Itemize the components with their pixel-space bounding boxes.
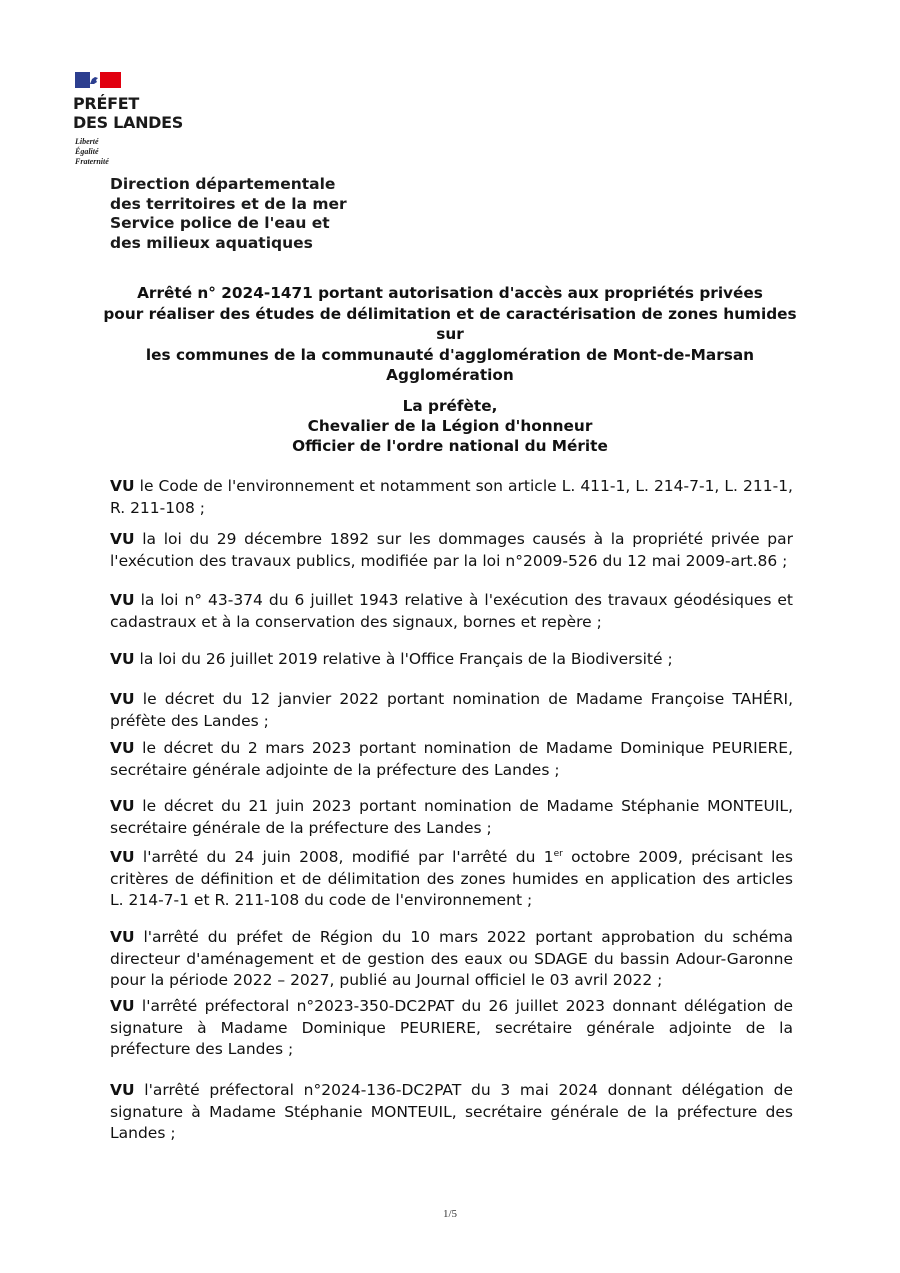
title-line: Agglomération bbox=[386, 366, 514, 384]
prefecture-name-line2: DES LANDES bbox=[73, 113, 184, 132]
vu-keyword: VU bbox=[110, 739, 135, 757]
issuing-service bbox=[110, 175, 347, 253]
decree-title bbox=[100, 283, 800, 386]
consideration-text: l'arrêté du préfet de Région du 10 mars 2022 portant approbation du schéma directeur d'aménagement et de gestion des eaux ou SDAGE du bassin Adour-Garonne pour la période 2022 – 2027, publié au Journal officiel le 03 avril 2022 ; bbox=[110, 928, 793, 989]
vu-keyword: VU bbox=[110, 477, 135, 495]
consideration-text: l'arrêté préfectoral n°2024-136-DC2PAT du 3 mai 2024 donnant délégation de signature à Madame Stéphanie MONTEUIL, secrétaire générale de la préfecture des Landes ; bbox=[110, 1081, 793, 1142]
title-line: les communes de la communauté d'agglomération de Mont-de-Marsan bbox=[145, 345, 755, 364]
consideration-item bbox=[110, 529, 793, 572]
service-line: des territoires et de la mer bbox=[110, 194, 347, 213]
consideration-text: l'arrêté du 24 juin 2008, modifié par l'arrêté du 1 bbox=[134, 848, 554, 866]
consideration-item bbox=[110, 847, 793, 912]
prefecture-name-line1: PRÉFET bbox=[73, 94, 139, 113]
consideration-text: la loi n° 43-374 du 6 juillet 1943 relative à l'exécution des travaux géodésiques et cadastraux et à la conservation des signaux, bornes et repère ; bbox=[110, 591, 793, 631]
republic-motto bbox=[75, 137, 109, 167]
consideration-item bbox=[110, 927, 793, 992]
marianne-logo bbox=[75, 72, 121, 88]
consideration-text: octobre 2009, précisant les critères de définition et de délimitation des zones humides en application des articles L. 214-7-1 et R. 211-108 du code de l'environnement ; bbox=[110, 848, 794, 909]
consideration-text: le décret du 21 juin 2023 portant nomination de Madame Stéphanie MONTEUIL, secrétaire générale de la préfecture des Landes ; bbox=[110, 797, 793, 837]
consideration-text: la loi du 26 juillet 2019 relative à l'Office Français de la Biodiversité ; bbox=[134, 650, 673, 668]
consideration-item bbox=[110, 738, 793, 781]
consideration-item bbox=[110, 476, 793, 519]
vu-keyword: VU bbox=[110, 1081, 135, 1099]
consideration-item bbox=[110, 1080, 793, 1145]
consideration-item bbox=[110, 796, 793, 839]
service-line: des milieux aquatiques bbox=[110, 233, 313, 252]
vu-keyword: VU bbox=[110, 650, 135, 668]
consideration-item bbox=[110, 649, 793, 671]
title-line: Arrêté n° 2024-1471 portant autorisation d'accès aux propriétés privées bbox=[137, 284, 763, 302]
title-line: pour réaliser des études de délimitation et de caractérisation de zones humides sur bbox=[103, 304, 797, 343]
authority-line: Officier de l'ordre national du Mérite bbox=[292, 437, 608, 455]
marianne-profile-icon bbox=[89, 76, 99, 85]
vu-keyword: VU bbox=[110, 690, 135, 708]
vu-keyword: VU bbox=[110, 530, 135, 548]
consideration-item bbox=[110, 996, 793, 1061]
signing-authority bbox=[150, 396, 750, 456]
service-line: Direction départementale bbox=[110, 175, 336, 193]
superscript: er bbox=[553, 849, 563, 859]
motto-liberte: Liberté bbox=[75, 137, 99, 146]
prefecture-name bbox=[73, 94, 183, 132]
authority-line: Chevalier de la Légion d'honneur bbox=[307, 417, 593, 435]
authority-line: La préfète, bbox=[402, 397, 498, 415]
vu-keyword: VU bbox=[110, 997, 135, 1015]
vu-keyword: VU bbox=[110, 591, 135, 609]
consideration-text: le décret du 12 janvier 2022 portant nomination de Madame Françoise TAHÉRI, préfète des Landes ; bbox=[110, 690, 793, 730]
page-number: 1/5 bbox=[442, 1208, 458, 1220]
consideration-text: le Code de l'environnement et notamment son article L. 411-1, L. 214-7-1, L. 211-1, R. 211-108 ; bbox=[110, 477, 793, 517]
vu-keyword: VU bbox=[110, 797, 135, 815]
consideration-text: l'arrêté préfectoral n°2023-350-DC2PAT du 26 juillet 2023 donnant délégation de signature à Madame Dominique PEURIERE, secrétaire générale adjointe de la préfecture des Landes ; bbox=[110, 997, 793, 1058]
service-line: Service police de l'eau et bbox=[110, 214, 330, 232]
consideration-text: le décret du 2 mars 2023 portant nomination de Madame Dominique PEURIERE, secrétaire générale adjointe de la préfecture des Landes ; bbox=[110, 739, 793, 779]
motto-egalite: Égalité bbox=[75, 147, 99, 156]
vu-keyword: VU bbox=[110, 848, 135, 866]
consideration-item bbox=[110, 689, 793, 732]
consideration-text: la loi du 29 décembre 1892 sur les dommages causés à la propriété privée par l'exécution des travaux publics, modifiée par la loi n°2009-526 du 12 mai 2009-art.86 ; bbox=[110, 530, 793, 570]
consideration-item bbox=[110, 590, 793, 633]
motto-fraternite: Fraternité bbox=[75, 157, 109, 166]
vu-keyword: VU bbox=[110, 928, 135, 946]
